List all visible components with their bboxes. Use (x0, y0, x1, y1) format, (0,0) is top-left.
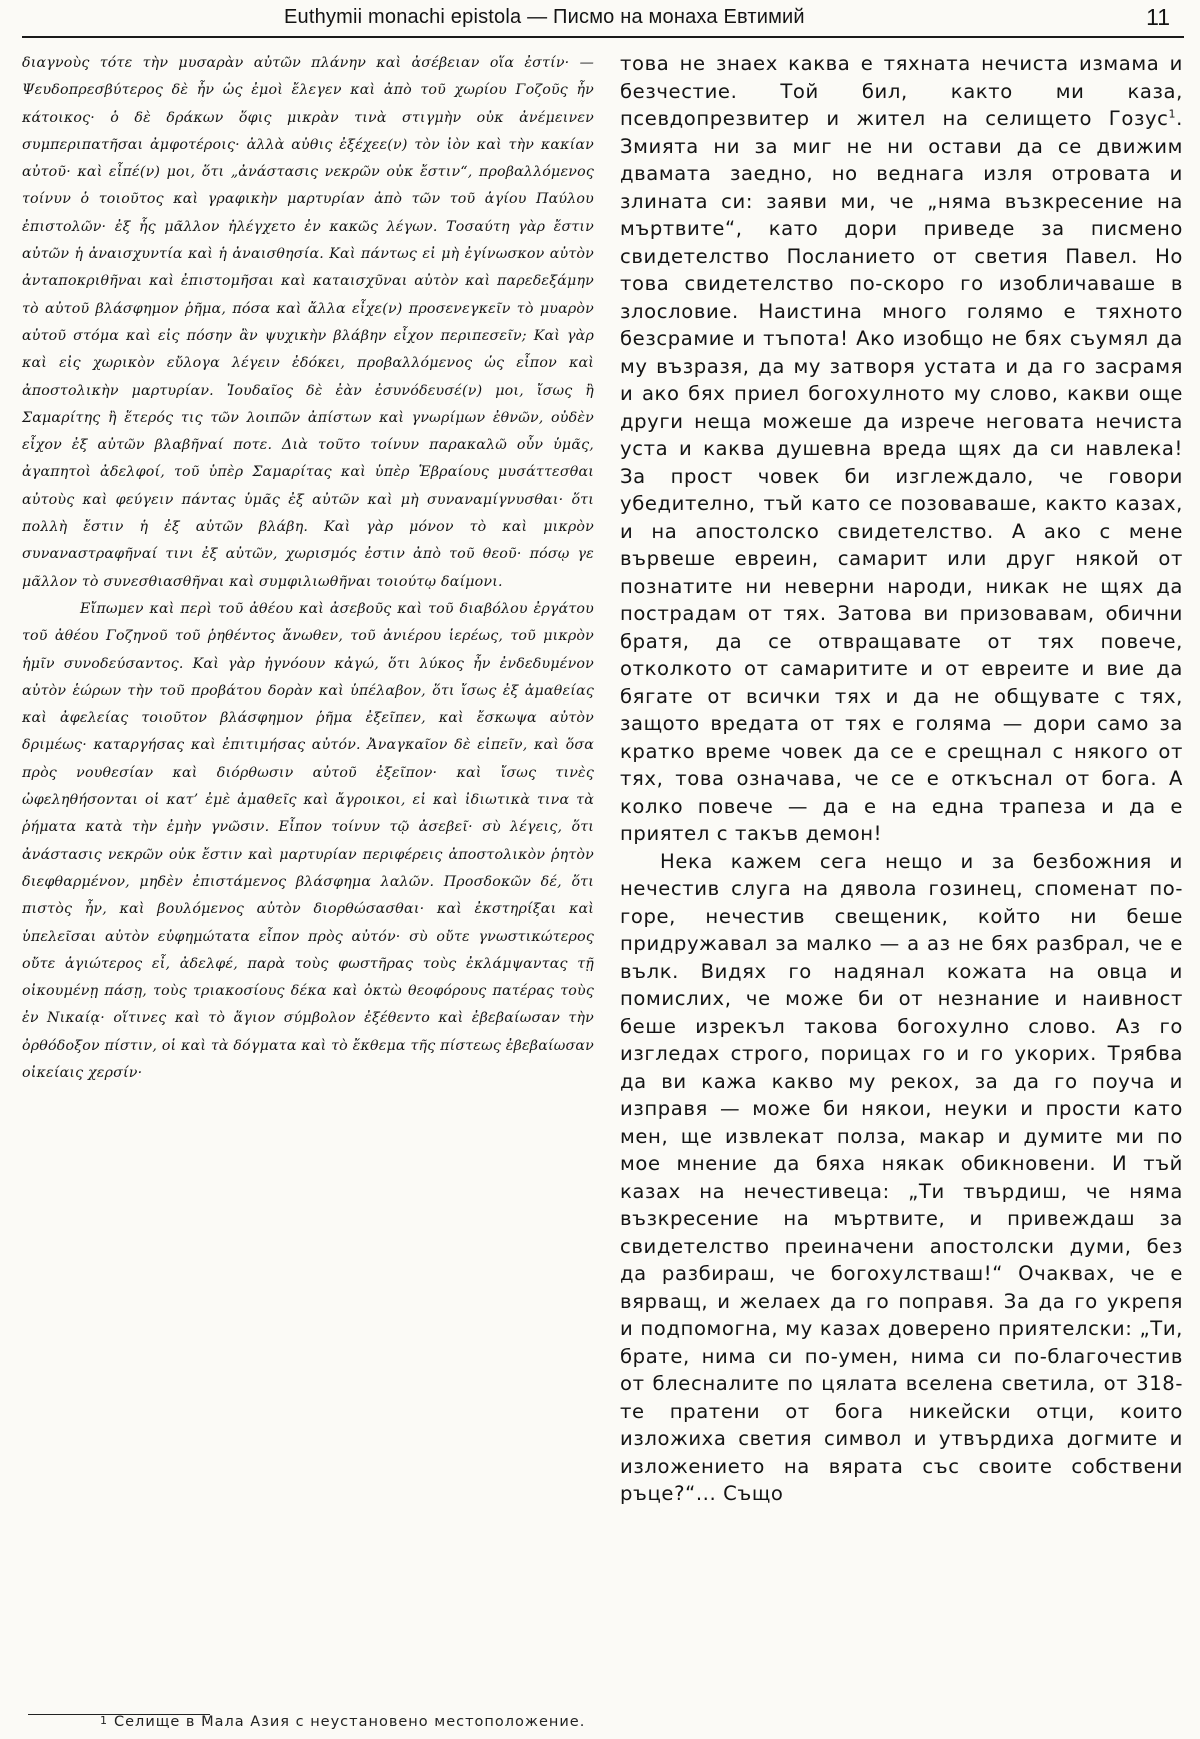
footnote-mark: 1 (100, 1714, 108, 1727)
translation-paragraph (620, 50, 1183, 848)
paragraph-text: Нека кажем сега нещо и за безбожния и нечестив слуга на дявола гозинец, споменат по-горе, нечестив свещеник, който ни беше придружавал за малко — а аз не бях разбрал, че е вълк. Видях го надянал кожата на овца и помислих, че може би от незнание и наивност беше изрекъл такова богохулно слово. Аз го изгледах строго, порицах го и го укорих. Трябва да ви кажа какво му рекох, за да го поуча и изправя — може би някои, неуки и прости като мен, ще извлекат полза, макар и думите ми по мое мнение да бяха някак обикновени. И тъй казах на нечестивеца: „Ти твърдиш, че няма възкресение на мъртвите, и привеждаш за свидетелство преиначени апостолски думи, без да разбираш, че богохулстваш!“ Очаквах, че е вярващ, и желаех да го поправя. За да го укрепя и подпомогна, му казах доверено приятелски: „Ти, брате, нима си по-умен, нима си по-благочестив от блесналите по цялата вселена светила, от 318-те пратени от бога никейски отци, които изложиха светия символ и утвърдиха догмите и изложението на вярата със своите собствени ръце?“... Също (620, 849, 1183, 1505)
greek-text-column (22, 50, 594, 1087)
translation-paragraph (620, 848, 1183, 1508)
running-title: Euthymii monachi epistola — Писмо на монаха Евтимий (284, 6, 805, 28)
bulgarian-translation-column (620, 50, 1183, 1508)
paragraph-text: . Змията ни за миг не ни остави да се движим двамата заедно, но веднага изля отровата и злината си: заяви ми, че „няма възкресение на мъртвите“, като дори приведе за писмено свидетелство Посланието от светия Павел. Но това свидетелство по-скоро го изобличаваше в злословие. Наистина много голямо е тяхното безсрамие и тъпота! Ако изобщо не бях съумял да му възразя, да му затворя устата и да го засрамя и ако бях приел богохулното му слово, какви още други неща можеше да изрече неговата нечиста уста и каква душевна вреда щях да си навлека! За прост човек би изглеждало, че говори убедително, тъй като се позоваваше, както казах, и на апостолско свидетелство. А ако с мене вървеше евреин, самарит или друг някой от познатите ни неверни народи, никак не щях да пострадам от тях. Затова ви призовавам, обични братя, да се отвращавате от тях повече, отколкото от самаритите и от евреите и вие да бягате от всички тях и да не общувате с тях, защото вредата от тях е голяма — дори само за кратко време човек да се е срещнал с някого от тях, това означава, че се е откъснал от бога. А колко повече — да е на една трапеза и да е приятел с такъв демон! (620, 107, 1183, 845)
paragraph-text: това не знаех каква е тяхната нечиста измама и безчестие. Той бил, както ми каза, псевдопрезвитер и жител на селището Гозус (620, 52, 1183, 130)
footnote-reference[interactable]: 1 (1168, 107, 1177, 121)
running-header (22, 2, 1184, 38)
greek-paragraph: διαγνοὺς τότε τὴν μυσαρὰν αὐτῶν πλάνην καὶ ἀσέβειαν οἵα ἐστίν· — Ψευδοπρεσβύτερος δὲ ἦν ὡς ἐμοὶ ἔλεγεν καὶ ἀπὸ τοῦ χωρίου Γοζοῦς ἦν κάτοικος· ὁ δὲ δράκων ὅφις μικρὰν τινὰ στιγμὴν οὐκ ἀνέμεινεν συμπεριπατῆσαι ἀμφοτέροις· ἀλλὰ αὐθις ἐξέχεε(ν) τὸν ἰὸν καὶ τὴν κακίαν αὐτοῦ· καὶ εἶπέ(ν) μοι, ὅτι „ἀνάστασις νεκρῶν οὐκ ἔστιν“, προβαλλόμενος τοίνυν ὁ τοιοῦτος καὶ γραφικὴν μαρτυρίαν ἀπὸ τῶν τοῦ ἁγίου Παύλου ἐπιστολῶν· ἐξ ἧς μᾶλλον ἠλέγχετο ἐν κακῶς λέγων. Τοσαύτη γὰρ ἔστιν αὐτῶν ἡ ἀναισχυντία καὶ ἡ ἀναισθησία. Καὶ πάντως εἰ μὴ ἐγίνωσκον αὐτὸν ἀνταποκριθῆναι καὶ ἐπιστομῆσαι καὶ καταισχῦναι αὐτὸν καὶ παρεδεξάμην τὸ αὐτοῦ βλάσφημον ῥῆμα, πόσα καὶ ἄλλα εἶχε(ν) προσενεγκεῖν τὸ μυαρὸν αὐτοῦ στόμα καὶ εἰς πόσην ἂν ψυχικὴν βλάβην εἶχον περιπεσεῖν; Καὶ γὰρ καὶ εἰς χωρικὸν εὔλογα λέγειν ἐδόκει, προβαλλόμενος ὡς εἶπον καὶ ἀποστολικὴν μαρτυρίαν. Ἰουδαῖος δὲ ἐὰν ἐσυνόδευσέ(ν) μοι, ἴσως ἢ Σαμαρίτης ἢ ἕτερός τις τῶν λοιπῶν ἀπίστων καὶ γνωρίμων ἐθνῶν, οὐδὲν εἶχον ἐξ αὐτῶν βλαβῆναί ποτε. Διὰ τοῦτο τοίνυν παρακαλῶ οὖν ὑμᾶς, ἀγαπητοὶ ἀδελφοί, τοῦ ὑπὲρ Σαμαρίτας καὶ ὑπὲρ Ἑβραίους μυσάττεσθαι αὐτοὺς καὶ φεύγειν πάντας ὑμᾶς ἐξ αὐτῶν καὶ μὴ συναναμίγνυσθαι· ὅτι πολλὴ ἔστιν ἡ ἐξ αὐτῶν βλάβη. Καὶ γὰρ μόνον τὸ καὶ μικρὸν συναναστραφῆναί τινι ἐξ αὐτῶν, χωρισμός ἐστιν ἀπὸ τοῦ θεοῦ· πόσῳ γε μᾶλλον τὸ συνεσθιασθῆναι καὶ συμφιλιωθῆναι τοιούτῳ δαίμονι. (22, 55, 594, 590)
page-number: 11 (1146, 4, 1170, 30)
greek-paragraph: Εἴπωμεν καὶ περὶ τοῦ ἀθέου καὶ ἀσεβοῦς καὶ τοῦ διαβόλου ἐργάτου τοῦ ἀθέου Γοζηνοῦ τοῦ ῥηθέντος ἄνωθεν, τοῦ ἀνιέρου ἱερέως, τοῦ μικρὸν ἡμῖν συνοδεύσαντος. Καὶ γὰρ ἠγνόουν κἀγώ, ὅτι λύκος ἦν ἐνδεδυμένον αὐτὸν ἑώρων τὴν τοῦ προβάτου δορὰν καὶ ὑπέλαβον, ὅτι ἴσως ἐξ ἀμαθείας καὶ ἀφελείας τοιοῦτον βλάσφημον ῥῆμα ἐξεῖπεν, καὶ ἔσκωψα αὐτὸν δριμέως· καταργήσας καὶ ἐπιτιμήσας αὐτόν. Ἀναγκαῖον δὲ εἰπεῖν, καὶ ὅσα πρὸς νουθεσίαν καὶ διόρθωσιν αὐτοῦ ἐξεῖπον· καὶ ἴσως τινὲς ὠφεληθήσονται οἱ κατ’ ἐμὲ ἀμαθεῖς καὶ ἄγροικοι, εἰ καὶ ἰδιωτικὰ τινα τὰ ῥήματα κατὰ τὴν ἐμὴν γνῶσιν. Εἶπον τοίνυν τῷ ἀσεβεῖ· σὺ λέγεις, ὅτι ἀνάστασις νεκρῶν οὐκ ἔστιν καὶ μαρτυρίαν περιφέρεις ἀποστολικὸν ῥητὸν διεφθαρμένον, μηδὲν ἐπιστάμενος βλάσφημα λαλῶν. Προσδοκῶν δέ, ὅτι πιστὸς ἦν, καὶ βουλόμενος αὐτὸν διορθώσασθαι· καὶ ἐκστηρίξαι καὶ ὑπελεῖσαι αὐτὸν εὐφημώτατα εἶπον πρὸς αὐτόν· σὺ οὔτε γνωστικώτερος οὔτε ἁγιώτερος εἶ, ἀδελφέ, παρὰ τοὺς φωστῆρας τοὺς ἐκλάμψαντας τῇ οἰκουμένῃ πάσῃ, τοὺς τριακοσίους δέκα καὶ ὀκτὼ θεοφόρους πατέρας τοὺς ἐν Νικαίᾳ· οἵτινες καὶ τὸ ἅγιον σύμβολον ἐξέθεντο καὶ ἐβεβαίωσαν τὴν ὀρθόδοξον πίστιν, οἱ καὶ τὰ δόγματα καὶ τὸ ἔκθεμα τῆς πίστεως ἐβεβαίωσαν οἰκείαις χερσίν· (22, 600, 594, 1081)
footnote-text: Селище в Мала Азия с неустановено местоположение. (114, 1714, 586, 1730)
footnote (100, 1714, 585, 1730)
